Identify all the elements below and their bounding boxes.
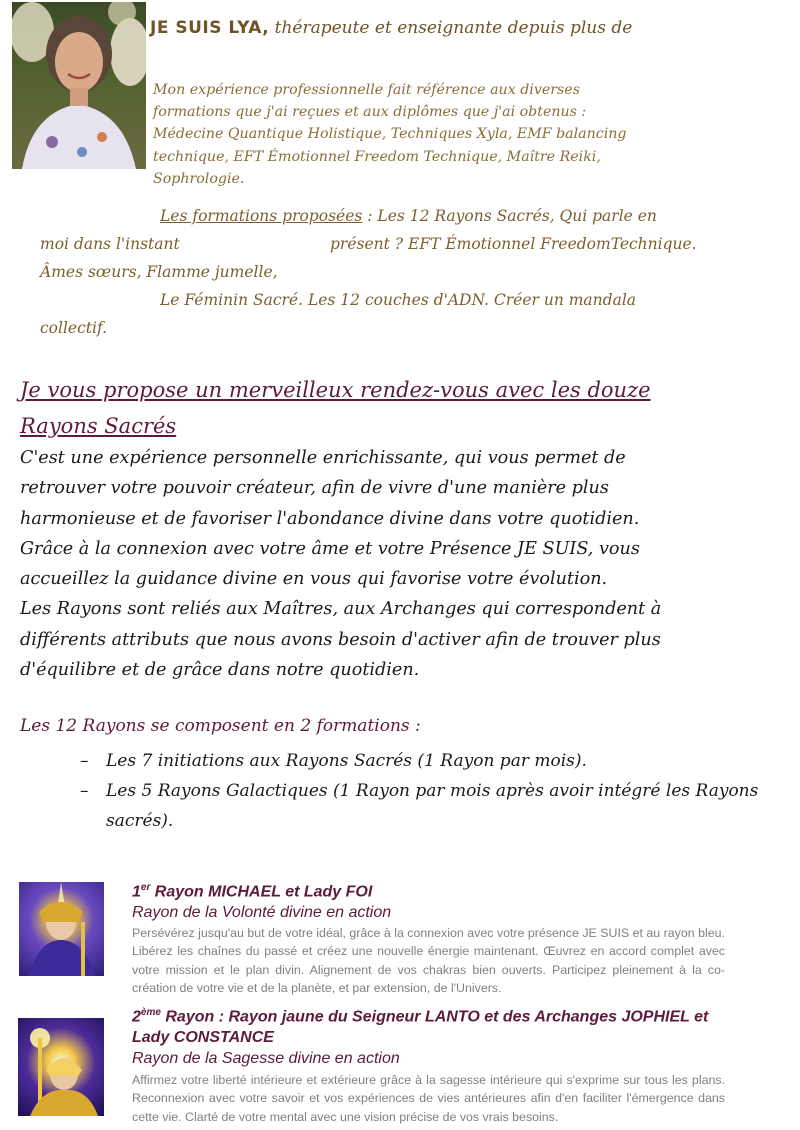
- formations-list: [80, 746, 780, 836]
- list-item: [80, 746, 780, 776]
- ray-2-title: [132, 1007, 708, 1026]
- intro-heading: [150, 18, 632, 38]
- experience-line: Médecine Quantique Holistique, Techniques Xyla, EMF balancing: [153, 126, 627, 143]
- ray-2-title-text: Rayon : Rayon jaune du Seigneur LANTO et des Archanges JOPHIEL et: [160, 1008, 709, 1026]
- formations-line-2a: moi dans l'instant: [40, 235, 180, 253]
- main-title-line-1: Je vous propose un merveilleux rendez-vous avec les douze: [20, 378, 651, 402]
- experience-paragraph: [153, 79, 753, 190]
- body-line: Grâce à la connexion avec votre âme et votre Présence JE SUIS, vous: [20, 538, 640, 559]
- ray-1-image: [19, 882, 104, 976]
- body-line: C'est une expérience personnelle enrichissante, qui vous permet de: [20, 448, 626, 468]
- ray-2-sup: ème: [140, 1007, 161, 1018]
- intro-name: JE SUIS LYA,: [150, 18, 270, 38]
- intro-heading-rest: thérapeute et enseignante depuis plus de: [274, 18, 633, 38]
- main-paragraph: [20, 443, 780, 685]
- ray-1-sup: er: [140, 882, 151, 893]
- body-line: d'équilibre et de grâce dans notre quotidien.: [20, 660, 420, 681]
- ray-1-title: [132, 882, 372, 901]
- list-item-text: Les 7 initiations aux Rayons Sacrés (1 Rayon par mois).: [106, 751, 587, 771]
- body-line: différents attributs que nous avons besoin d'activer afin de trouver plus: [20, 629, 661, 650]
- ray-1-num: 1: [132, 883, 141, 901]
- main-title: [20, 372, 651, 444]
- formations-line-1: [160, 203, 657, 229]
- ray-2-image: [18, 1018, 104, 1116]
- list-dash: –: [80, 781, 89, 801]
- formations-line-3: Âmes sœurs, Flamme jumelle,: [40, 263, 278, 281]
- formations-line-5: collectif.: [40, 319, 108, 337]
- body-line: retrouver votre pouvoir créateur, afin de vivre d'une manière plus: [20, 478, 609, 499]
- experience-line: formations que j'ai reçues et aux diplômes que j'ai obtenus :: [153, 104, 587, 121]
- ray-2-title-line-2: Lady CONSTANCE: [132, 1029, 274, 1046]
- ray-1-text: Persévérez jusqu'au but de votre idéal, grâce à la connexion avec votre présence JE SUIS et au rayon bleu. Libérez les chaînes du passé et créez une nouvelle énergie maintenant. Œuvrez en accord complet avec votre mission et le plan divin. Alignement de vos chakras bien ouverts. Participez pleinement à la co-création de votre vie et de la planète, et par extension, de l'Univers.: [132, 926, 725, 996]
- body-line: harmonieuse et de favoriser l'abondance divine dans votre quotidien.: [20, 508, 640, 529]
- ray-1-title-text: Rayon MICHAEL et Lady FOI: [150, 883, 373, 901]
- formations-text-1: : Les 12 Rayons Sacrés, Qui parle en: [362, 207, 657, 225]
- experience-line: Sophrologie.: [153, 170, 245, 187]
- body-line: Les Rayons sont reliés aux Maîtres, aux Archanges qui correspondent à: [20, 599, 662, 620]
- formations-line-4: Le Féminin Sacré. Les 12 couches d'ADN. Créer un mandala: [160, 291, 637, 309]
- experience-line: Mon expérience professionnelle fait référence aux diverses: [153, 82, 580, 98]
- ray-2-text: Affirmez votre liberté intérieure et extérieure grâce à la sagesse intérieure qui s'exprime sur tous les plans. Reconnexion avec votre savoir et vos expériences de vies antérieures afin d'en faciliter l'émergence dans cette vie. Clarté de votre mental avec une vision précise de vos vrais besoins.: [132, 1073, 725, 1124]
- ray-2-subtitle: Rayon de la Sagesse divine en action: [132, 1050, 400, 1067]
- ray-2-num: 2: [132, 1008, 141, 1026]
- composition-title: Les 12 Rayons se composent en 2 formations :: [20, 716, 421, 736]
- body-line: accueillez la guidance divine en vous qui favorise votre évolution.: [20, 569, 608, 590]
- list-item: [80, 776, 780, 836]
- list-item-text: Les 5 Rayons Galactiques (1 Rayon par mois après avoir intégré les Rayons sacrés).: [106, 781, 759, 831]
- list-dash: –: [80, 751, 89, 771]
- portrait-photo: [12, 2, 146, 169]
- formations-line-2b: présent ? EFT Émotionnel FreedomTechnique.: [330, 235, 697, 253]
- experience-line: technique, EFT Émotionnel Freedom Technique, Maître Reiki,: [153, 148, 601, 165]
- main-title-line-2: Rayons Sacrés: [20, 414, 177, 438]
- formations-label: Les formations proposées: [160, 207, 363, 225]
- ray-1-subtitle: Rayon de la Volonté divine en action: [132, 904, 392, 921]
